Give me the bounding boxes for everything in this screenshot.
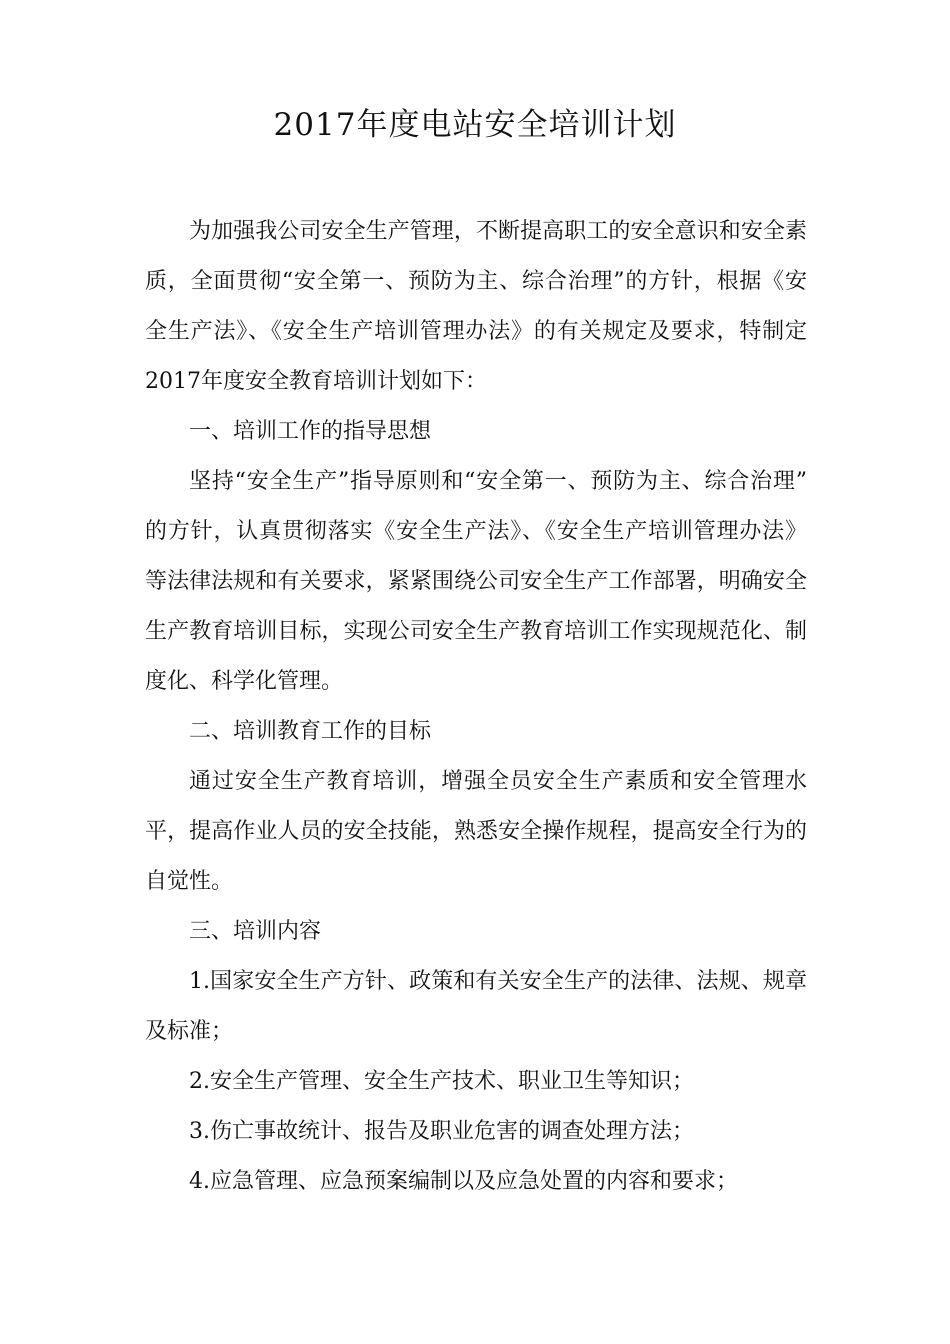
section-line: 坚持“安全生产”指导原则和“安全第一、预防为主、综合治理” [189,469,807,494]
list-item: 及标准； [145,1019,234,1044]
section-line: 自觉性。 [145,869,234,894]
section-line: 度化、科学化管理。 [145,669,344,694]
section-line: 平，提高作业人员的安全技能，熟悉安全操作规程，提高安全行为的 [145,819,807,844]
list-item: 2.安全生产管理、安全生产技术、职业卫生等知识； [189,1069,694,1094]
section-line: 的方针，认真贯彻落实《安全生产法》、《安全生产培训管理办法》 [145,519,807,544]
section-line: 生产教育培训目标，实现公司安全生产教育培训工作实现规范化、制 [145,619,807,644]
intro-line: 质，全面贯彻“安全第一、预防为主、综合治理”的方针，根据《安 [145,269,807,294]
intro-line: 为加强我公司安全生产管理，不断提高职工的安全意识和安全素 [189,219,807,244]
section-heading: 三、培训内容 [189,919,322,944]
list-item: 3.伤亡事故统计、报告及职业危害的调查处理方法； [189,1119,694,1144]
section-line: 等法律法规和有关要求，紧紧围绕公司安全生产工作部署，明确安全 [145,569,807,594]
intro-line: 2017年度安全教育培训计划如下： [145,369,487,394]
list-item: 1.国家安全生产方针、政策和有关安全生产的法律、法规、规章 [189,969,807,994]
document-title: 2017年度电站安全培训计划 [273,107,677,143]
section-line: 通过安全生产教育培训，增强全员安全生产素质和安全管理水 [189,769,807,794]
list-item: 4.应急管理、应急预案编制以及应急处置的内容和要求； [189,1169,738,1194]
section-heading: 一、培训工作的指导思想 [189,419,432,444]
section-heading: 二、培训教育工作的目标 [189,719,432,744]
intro-line: 全生产法》、《安全生产培训管理办法》的有关规定及要求，特制定 [145,319,807,344]
document-body [145,207,807,1207]
